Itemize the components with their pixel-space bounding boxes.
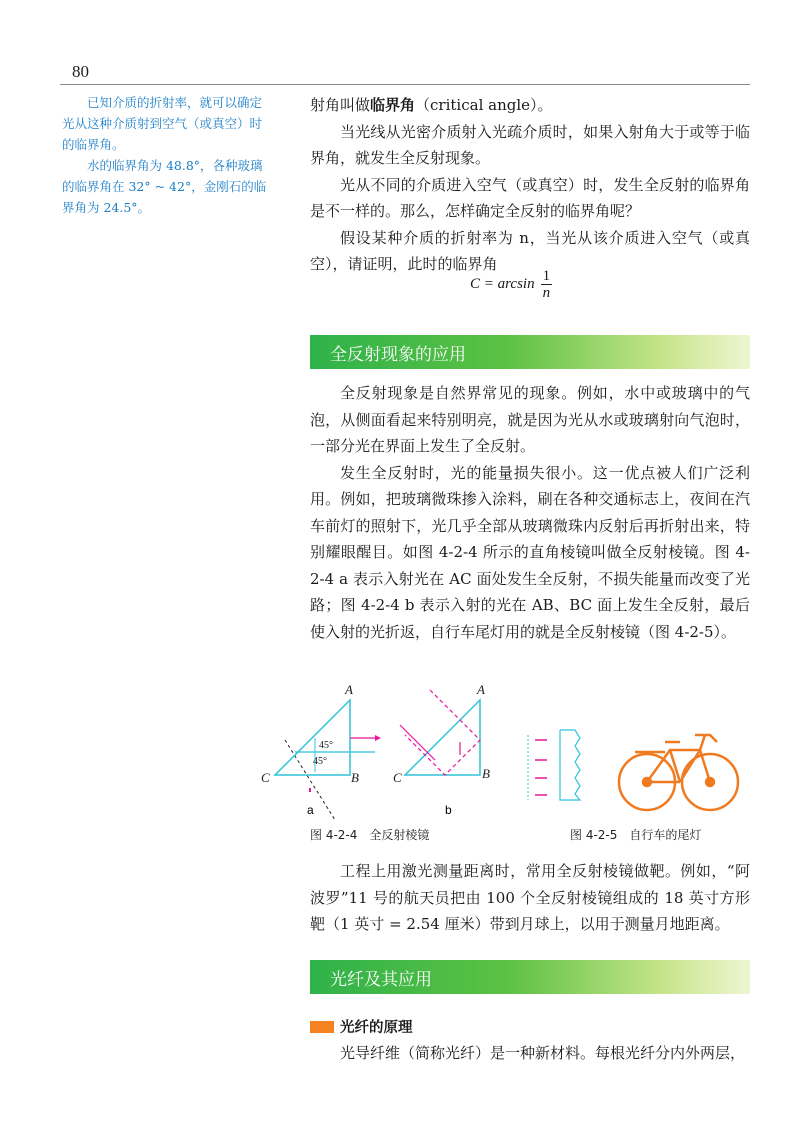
exercise-paragraph: 假设某种介质的折射率为 n，当光从该介质进入空气（或真空），请证明，此时的临界角 [310,228,750,273]
prism-figure-b [393,682,490,817]
section-title-optical-fiber: 光纤及其应用 [310,960,750,994]
section1-paragraph: 工程上用激光测量距离时，常用全反射棱镜做靶。例如，“阿波罗”11 号的航天员把由 100 个全反射棱镜组成的 18 英寸方形靶（1 英寸 = 2.54 厘米）带到月球上，以用于测量月地距离。 [310,862,750,933]
figure-caption-tail-light: 图 4-2-5 自行车的尾灯 [570,828,702,842]
section1-paragraph: 全反射现象是自然界常见的现象。例如，水中或玻璃中的气泡，从侧面看起来特别明亮，就是因为光从水或玻璃射向气泡时，一部分光在界面上发生了全反射。 [310,384,750,455]
point-label: C [393,770,402,785]
subheading-fiber-principle [310,1016,413,1037]
point-label: B [482,766,490,781]
point-label: A [345,682,353,697]
section2-paragraph: 光导纤维（简称光纤）是一种新材料。每根光纤分内外两层， [340,1044,746,1062]
side-note-paragraph: 水的临界角为 48.8°，各种玻璃的临界角在 32° ~ 42°，金刚石的临界角为 24.5°。 [62,158,267,215]
tail-light-diagram [528,730,580,800]
header-rule [60,84,750,85]
section1-paragraph: 发生全反射时，光的能量损失很小。这一优点被人们广泛利用。例如，把玻璃微珠掺入涂料，刷在各种交通标志上，夜间在汽车前灯的照射下，光几乎全部从玻璃微珠内反射后再折射出来，特别耀眼醒目。如图 4-2-4 所示的直角棱镜叫做全反射棱镜。图 4-2-4 a 表示入射光在 AC 面处发生全反射，不损失能量而改变了光路；图 4-2-4 b 表示入射的光在 AB、BC 面上发生全反射，最后使入射的光折返，自行车尾灯用的就是全反射棱镜（图 4-2-5）。 [310,463,750,641]
critical-angle-term: 临界角 [370,96,416,114]
intro-paragraph: 当光线从光密介质射入光疏介质时，如果入射角大于或等于临界角，就发生全反射现象。 [310,122,750,167]
point-label: C [261,770,270,785]
formula-denominator: n [542,285,551,301]
subheading-text: 光纤的原理 [340,1020,413,1036]
angle-label: 45° [319,740,333,751]
side-note [62,92,274,218]
section2-body [310,1040,750,1067]
intro-paragraph: 光从不同的介质进入空气（或真空）时，发生全反射的临界角是不一样的。那么，怎样确定全反射的临界角呢？ [310,175,750,220]
side-note-paragraph: 已知介质的折射率，就可以确定光从这种介质射到空气（或真空）时的临界角。 [62,95,263,152]
formula-fraction [541,268,553,301]
subheading-marker [310,1021,334,1033]
formula-lhs: C = arcsin [470,276,535,292]
angle-label: 45° [313,756,327,767]
prism-figure-a [261,682,381,820]
figure-b-label: b [445,803,452,817]
formula-numerator: 1 [542,268,551,284]
figure-caption-prism: 图 4-2-4 全反射棱镜 [310,828,430,842]
critical-angle-formula [470,268,552,301]
section-title-total-reflection-applications: 全反射现象的应用 [310,335,750,369]
section1-after-body [310,858,750,938]
figure-area [255,680,750,840]
intro-block [310,92,750,278]
section1-body [310,380,750,645]
point-label: A [477,682,485,697]
point-label: B [351,770,359,785]
figures-svg [255,680,750,840]
bicycle-illustration [619,735,738,810]
figure-a-label: a [307,803,314,817]
page-number: 80 [72,62,89,81]
intro-line: 射角叫做临界角（critical angle）。 [310,96,553,114]
